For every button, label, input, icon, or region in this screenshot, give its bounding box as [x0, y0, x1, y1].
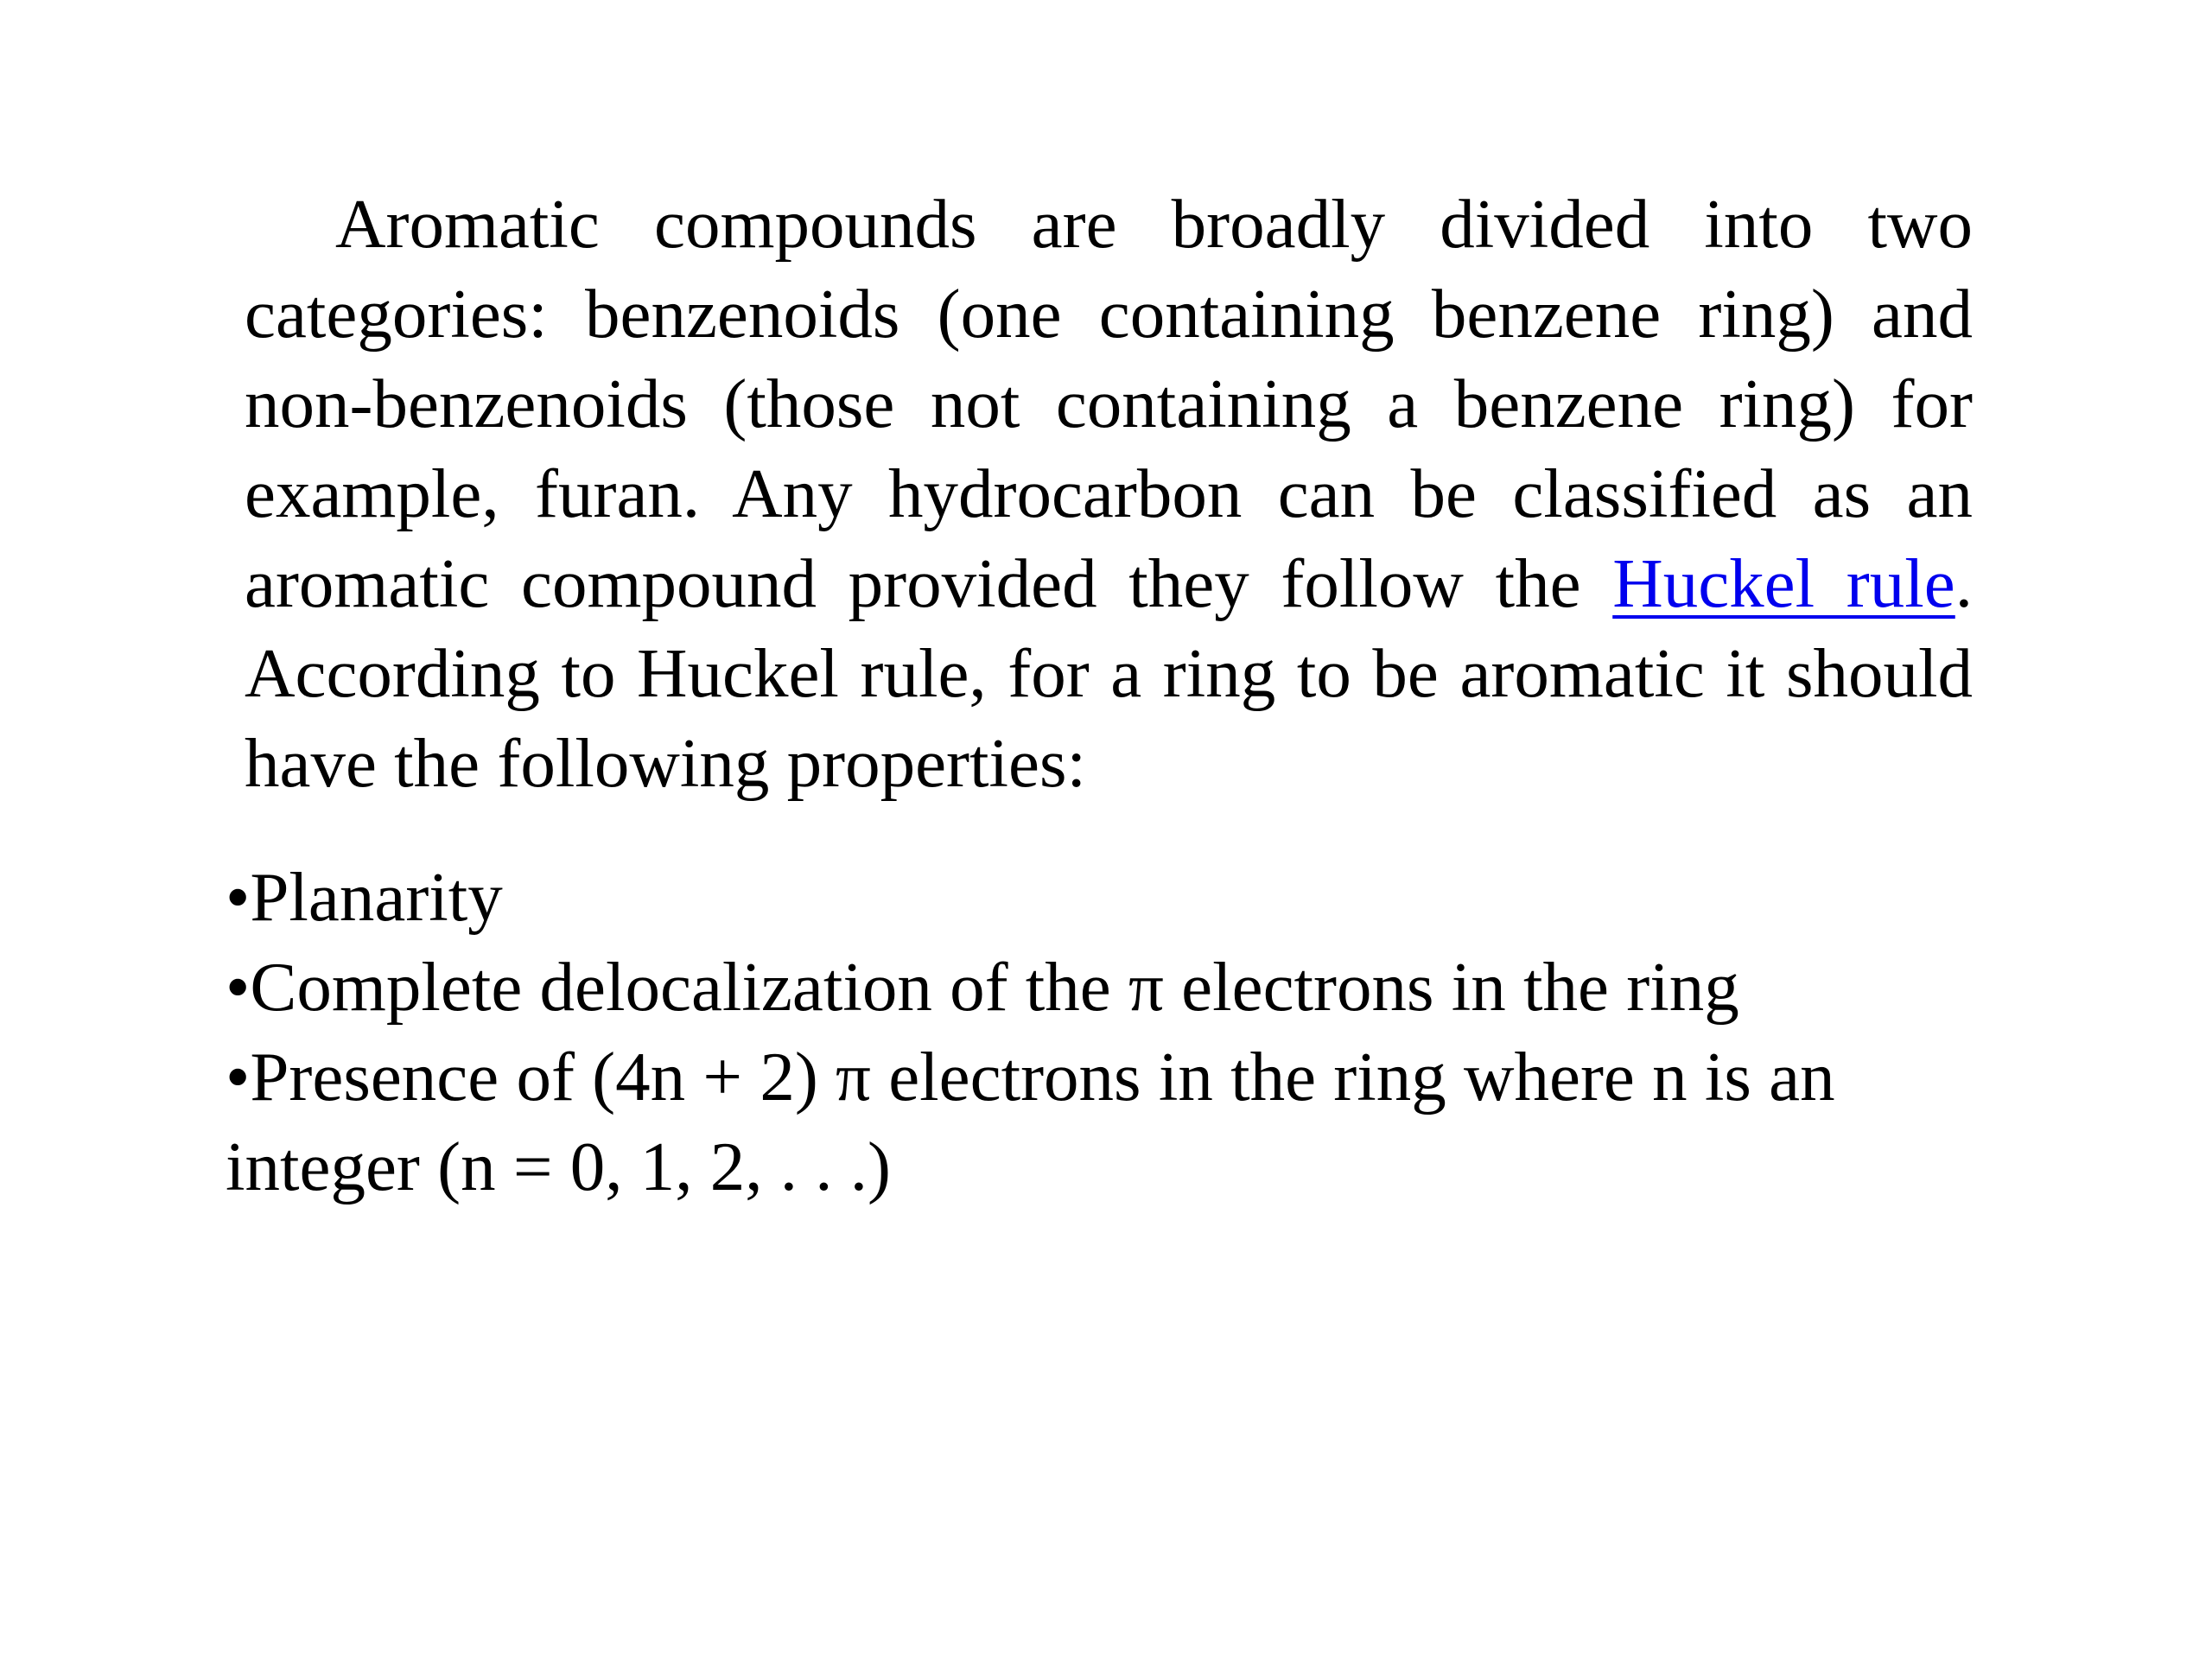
bullet-marker: • — [226, 858, 251, 936]
bullet-marker: • — [226, 948, 251, 1026]
list-item — [226, 852, 1988, 942]
bullet-text: Complete delocalization of the π electrons in the ring — [250, 948, 1739, 1026]
paragraph-text-before-link: Aromatic compounds are broadly divided into two categories: benzenoids (one containing benzene ring) and non-benzenoids (those not containing a benzene ring) for example, furan. Any hydrocarbon can be classified as an aromatic compound provided they follow the — [245, 185, 1973, 622]
list-item — [226, 942, 1988, 1032]
bullet-text: Planarity — [250, 858, 503, 936]
list-item — [226, 1032, 1988, 1211]
bullet-text: Presence of (4n + 2) π electrons in the ring where n is an integer (n = 0, 1, 2, . . .) — [226, 1038, 1835, 1205]
bullet-marker: • — [226, 1038, 251, 1116]
paragraph-text-after-link: . According to Huckel rule, for a ring to be aromatic it should have the following properties: — [245, 544, 1973, 802]
intro-paragraph — [245, 179, 1973, 808]
huckel-rule-link[interactable]: Huckel rule — [1612, 544, 1955, 622]
properties-list — [226, 852, 1988, 1211]
